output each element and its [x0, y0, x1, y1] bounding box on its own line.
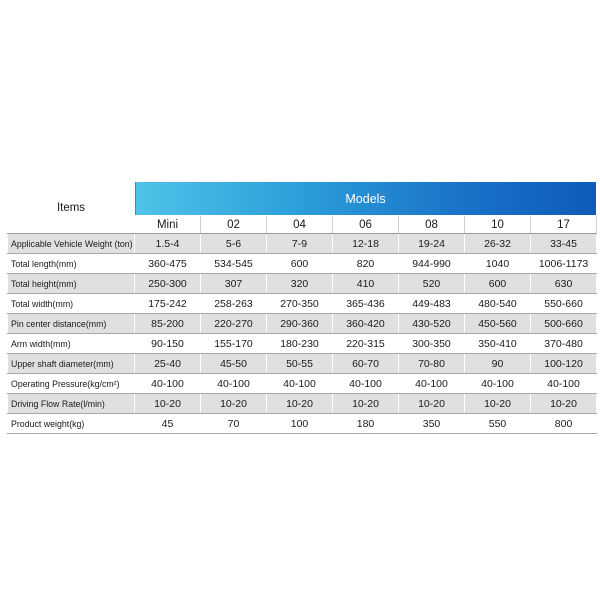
cell-model-04: 40-100 [267, 374, 333, 394]
cell-model-08: 40-100 [399, 374, 465, 394]
cell-model-06: 220-315 [333, 334, 399, 354]
row-label: Applicable Vehicle Weight (ton) [8, 234, 135, 254]
table-row [8, 394, 597, 414]
items-header: Items [8, 182, 135, 234]
cell-model-mini: 85-200 [135, 314, 201, 334]
cell-model-02: 220-270 [201, 314, 267, 334]
cell-model-10: 480-540 [465, 294, 531, 314]
cell-model-02: 70 [201, 414, 267, 434]
cell-model-06: 820 [333, 254, 399, 274]
model-mini-header: Mini [135, 216, 201, 234]
cell-model-17: 800 [531, 414, 597, 434]
model-10-header: 10 [465, 216, 531, 234]
row-label: Arm width(mm) [8, 334, 135, 354]
cell-model-08: 520 [399, 274, 465, 294]
model-17-header: 17 [531, 216, 597, 234]
cell-model-17: 33-45 [531, 234, 597, 254]
row-label: Pin center distance(mm) [8, 314, 135, 334]
cell-model-10: 10-20 [465, 394, 531, 414]
cell-model-10: 450-560 [465, 314, 531, 334]
row-label: Driving Flow Rate(l/min) [8, 394, 135, 414]
cell-model-10: 40-100 [465, 374, 531, 394]
table-row [8, 274, 597, 294]
cell-model-04: 290-360 [267, 314, 333, 334]
cell-model-08: 430-520 [399, 314, 465, 334]
models-header: Models [135, 182, 597, 216]
cell-model-17: 370-480 [531, 334, 597, 354]
cell-model-02: 155-170 [201, 334, 267, 354]
cell-model-17: 500-660 [531, 314, 597, 334]
cell-model-06: 180 [333, 414, 399, 434]
cell-model-04: 270-350 [267, 294, 333, 314]
cell-model-08: 449-483 [399, 294, 465, 314]
cell-model-10: 350-410 [465, 334, 531, 354]
row-label: Product weight(kg) [8, 414, 135, 434]
cell-model-02: 258-263 [201, 294, 267, 314]
cell-model-02: 307 [201, 274, 267, 294]
model-08-header: 08 [399, 216, 465, 234]
cell-model-06: 12-18 [333, 234, 399, 254]
cell-model-08: 350 [399, 414, 465, 434]
cell-model-mini: 360-475 [135, 254, 201, 274]
table-row [8, 374, 597, 394]
cell-model-06: 60-70 [333, 354, 399, 374]
cell-model-04: 7-9 [267, 234, 333, 254]
cell-model-17: 100-120 [531, 354, 597, 374]
model-02-header: 02 [201, 216, 267, 234]
cell-model-mini: 1.5-4 [135, 234, 201, 254]
cell-model-06: 410 [333, 274, 399, 294]
spec-table [7, 181, 597, 434]
cell-model-08: 10-20 [399, 394, 465, 414]
cell-model-17: 40-100 [531, 374, 597, 394]
cell-model-10: 90 [465, 354, 531, 374]
cell-model-10: 550 [465, 414, 531, 434]
table-row [8, 354, 597, 374]
table-row [8, 314, 597, 334]
table-row [8, 234, 597, 254]
cell-model-17: 10-20 [531, 394, 597, 414]
cell-model-08: 300-350 [399, 334, 465, 354]
cell-model-02: 45-50 [201, 354, 267, 374]
cell-model-mini: 90-150 [135, 334, 201, 354]
cell-model-02: 534-545 [201, 254, 267, 274]
cell-model-06: 360-420 [333, 314, 399, 334]
table-row [8, 294, 597, 314]
cell-model-04: 100 [267, 414, 333, 434]
cell-model-17: 1006-1173 [531, 254, 597, 274]
table-row [8, 334, 597, 354]
cell-model-08: 19-24 [399, 234, 465, 254]
cell-model-06: 365-436 [333, 294, 399, 314]
cell-model-02: 10-20 [201, 394, 267, 414]
cell-model-mini: 45 [135, 414, 201, 434]
cell-model-10: 600 [465, 274, 531, 294]
table-row [8, 414, 597, 434]
cell-model-04: 10-20 [267, 394, 333, 414]
model-06-header: 06 [333, 216, 399, 234]
row-label: Upper shaft diameter(mm) [8, 354, 135, 374]
cell-model-06: 10-20 [333, 394, 399, 414]
row-label: Operating Pressure(kg/cm²) [8, 374, 135, 394]
row-label: Total length(mm) [8, 254, 135, 274]
cell-model-mini: 250-300 [135, 274, 201, 294]
cell-model-02: 40-100 [201, 374, 267, 394]
cell-model-04: 600 [267, 254, 333, 274]
cell-model-10: 26-32 [465, 234, 531, 254]
cell-model-08: 70-80 [399, 354, 465, 374]
model-04-header: 04 [267, 216, 333, 234]
cell-model-mini: 40-100 [135, 374, 201, 394]
table-row [8, 254, 597, 274]
cell-model-mini: 175-242 [135, 294, 201, 314]
cell-model-10: 1040 [465, 254, 531, 274]
row-label: Total height(mm) [8, 274, 135, 294]
cell-model-04: 180-230 [267, 334, 333, 354]
cell-model-17: 630 [531, 274, 597, 294]
spec-table-body [8, 234, 597, 434]
cell-model-mini: 10-20 [135, 394, 201, 414]
cell-model-04: 320 [267, 274, 333, 294]
cell-model-08: 944-990 [399, 254, 465, 274]
cell-model-mini: 25-40 [135, 354, 201, 374]
cell-model-02: 5-6 [201, 234, 267, 254]
cell-model-06: 40-100 [333, 374, 399, 394]
cell-model-17: 550-660 [531, 294, 597, 314]
row-label: Total width(mm) [8, 294, 135, 314]
cell-model-04: 50-55 [267, 354, 333, 374]
